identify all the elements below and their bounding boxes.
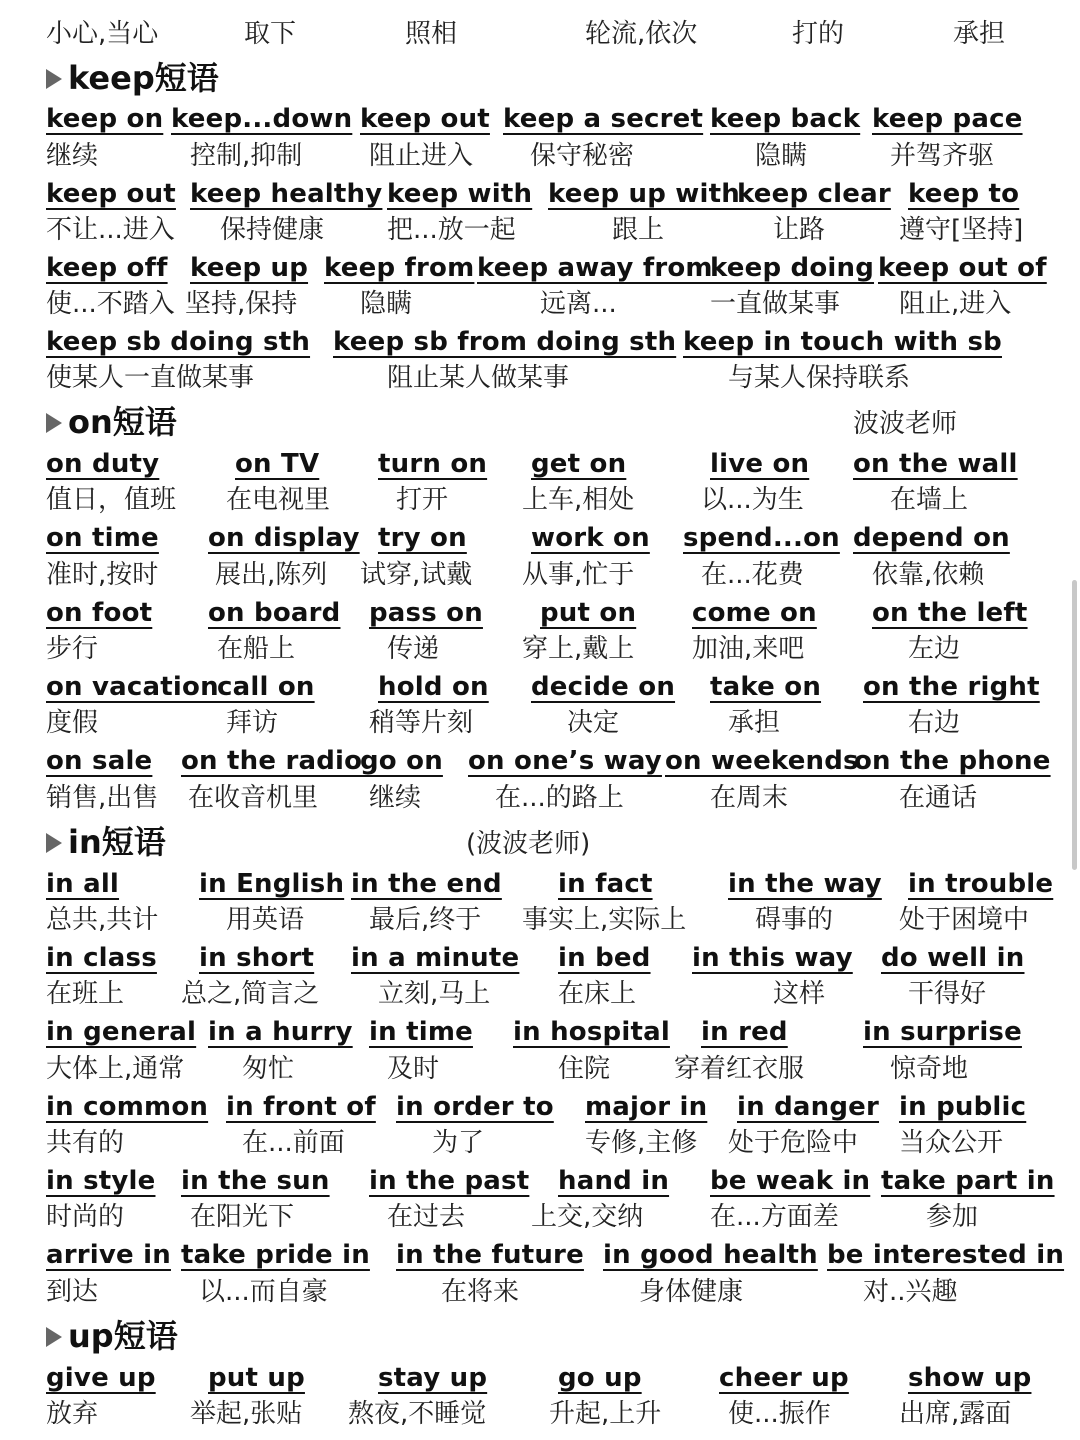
- phrase-en: keep sb from doing sth: [333, 327, 677, 357]
- meaning-row: [0, 212, 1080, 248]
- phrase-zh: 放弃: [46, 1399, 99, 1429]
- phrase-en: on the right: [863, 672, 1040, 702]
- phrase-zh: 对..兴趣: [863, 1277, 958, 1307]
- phrase-row: [0, 101, 1080, 137]
- phrase-zh: 升起,上升: [549, 1399, 662, 1429]
- phrase-en: keep doing: [710, 253, 875, 283]
- phrase-en: on display: [208, 523, 360, 553]
- phrase-en: in the future: [396, 1240, 584, 1270]
- meaning-row: [0, 902, 1080, 938]
- section-heading-text: in短语: [68, 823, 166, 861]
- section-heading-text: on短语: [68, 403, 177, 441]
- phrase-zh: 以...为生: [701, 485, 804, 515]
- phrase-en: in order to: [396, 1092, 554, 1122]
- phrase-zh: 传递: [387, 634, 440, 664]
- phrase-row: [0, 1089, 1080, 1125]
- phrase-en: on time: [46, 523, 159, 553]
- section-heading-keep: [46, 56, 219, 100]
- phrase-en: stay up: [378, 1363, 488, 1393]
- meaning-row: [0, 1125, 1080, 1161]
- phrase-en: keep out of: [878, 253, 1047, 283]
- phrase-en: spend...on: [683, 523, 840, 553]
- phrase-en: get on: [531, 449, 627, 479]
- triangle-icon: [46, 69, 62, 89]
- top-row-cell: 小心,当心: [46, 19, 159, 49]
- phrase-en: in trouble: [908, 869, 1054, 899]
- phrase-en: in time: [369, 1017, 473, 1047]
- phrase-zh: 步行: [46, 634, 99, 664]
- meaning-row: [0, 705, 1080, 741]
- phrase-row: [0, 743, 1080, 779]
- top-row-cell: 取下: [244, 19, 297, 49]
- phrase-zh: 保持健康: [220, 215, 325, 245]
- phrase-en: in front of: [226, 1092, 376, 1122]
- phrase-en: decide on: [531, 672, 676, 702]
- phrase-zh: 使...不踏入: [46, 289, 175, 319]
- phrase-row: [0, 1360, 1080, 1396]
- phrase-en: on the phone: [854, 746, 1051, 776]
- phrase-zh: 决定: [567, 708, 620, 738]
- phrase-zh: 阻止,进入: [899, 289, 1012, 319]
- phrase-en: in red: [701, 1017, 788, 1047]
- phrase-en: call on: [217, 672, 315, 702]
- phrase-zh: 阻止进入: [369, 141, 474, 171]
- phrase-zh: 与某人保持联系: [728, 363, 911, 393]
- phrase-zh: 惊奇地: [890, 1054, 969, 1084]
- phrase-en: hold on: [378, 672, 489, 702]
- phrase-en: in public: [899, 1092, 1027, 1122]
- phrase-zh: 大体上,通常: [46, 1054, 185, 1084]
- phrase-en: in surprise: [863, 1017, 1022, 1047]
- phrase-en: be weak in: [710, 1166, 871, 1196]
- phrase-zh: 到达: [46, 1277, 99, 1307]
- phrase-zh: 总之,简言之: [181, 979, 320, 1009]
- meaning-row: [0, 976, 1080, 1012]
- phrase-en: on foot: [46, 598, 153, 628]
- phrase-en: on vacation: [46, 672, 219, 702]
- phrase-en: show up: [908, 1363, 1032, 1393]
- phrase-row: [0, 940, 1080, 976]
- phrase-zh: 在船上: [217, 634, 296, 664]
- phrase-en: go up: [558, 1363, 642, 1393]
- teacher-note: (波波老师): [466, 829, 591, 859]
- phrase-zh: 干得好: [908, 979, 987, 1009]
- meaning-row: [0, 631, 1080, 667]
- phrase-en: in fact: [558, 869, 653, 899]
- top-row-cell: 照相: [405, 19, 458, 49]
- phrase-zh: 最后,终于: [369, 905, 482, 935]
- phrase-en: keep back: [710, 104, 861, 134]
- phrase-en: in style: [46, 1166, 156, 1196]
- triangle-icon: [46, 833, 62, 853]
- phrase-zh: 依靠,依赖: [872, 560, 985, 590]
- top-row-cell: 轮流,依次: [585, 19, 698, 49]
- phrase-en: in this way: [692, 943, 853, 973]
- phrase-en: in danger: [737, 1092, 880, 1122]
- phrase-zh: 使某人一直做某事: [46, 363, 255, 393]
- phrase-zh: 坚持,保持: [185, 289, 298, 319]
- phrase-zh: 在周末: [710, 783, 789, 813]
- phrase-zh: 上交,交纳: [531, 1202, 644, 1232]
- phrase-en: pass on: [369, 598, 483, 628]
- phrase-en: keep healthy: [190, 179, 383, 209]
- phrase-zh: 跟上: [612, 215, 665, 245]
- phrase-en: keep away from: [477, 253, 713, 283]
- phrase-zh: 远离...: [540, 289, 617, 319]
- top-row: [0, 16, 1080, 52]
- phrase-zh: 从事,忙于: [522, 560, 635, 590]
- phrase-row: [0, 176, 1080, 212]
- phrase-zh: 左边: [908, 634, 961, 664]
- phrase-zh: 稍等片刻: [369, 708, 474, 738]
- phrase-zh: 事实上,实际上: [522, 905, 687, 935]
- phrase-en: keep on: [46, 104, 164, 134]
- phrase-en: go on: [360, 746, 443, 776]
- top-row-cell: 打的: [792, 19, 845, 49]
- phrase-en: take on: [710, 672, 822, 702]
- phrase-en: on the radio: [181, 746, 363, 776]
- phrase-en: do well in: [881, 943, 1025, 973]
- phrase-zh: 值日，值班: [46, 485, 177, 515]
- phrase-en: in the way: [728, 869, 882, 899]
- phrase-en: cheer up: [719, 1363, 849, 1393]
- phrase-zh: 穿上,戴上: [522, 634, 635, 664]
- phrase-zh: 共有的: [46, 1128, 125, 1158]
- phrase-en: come on: [692, 598, 817, 628]
- phrase-zh: 使...振作: [728, 1399, 831, 1429]
- phrase-zh: 在...的路上: [495, 783, 624, 813]
- phrase-zh: 举起,张贴: [190, 1399, 303, 1429]
- phrase-en: keep in touch with sb: [683, 327, 1002, 357]
- phrase-en: keep out: [46, 179, 176, 209]
- phrase-zh: 身体健康: [639, 1277, 744, 1307]
- phrase-zh: 在将来: [441, 1277, 520, 1307]
- phrase-zh: 在...前面: [242, 1128, 345, 1158]
- phrase-en: in hospital: [513, 1017, 670, 1047]
- top-row-cell: 承担: [953, 19, 1006, 49]
- phrase-zh: 上车,相处: [522, 485, 635, 515]
- phrase-en: take part in: [881, 1166, 1055, 1196]
- phrase-en: keep off: [46, 253, 168, 283]
- phrase-zh: 试穿,试戴: [360, 560, 473, 590]
- phrase-row: [0, 1014, 1080, 1050]
- phrase-zh: 碍事的: [755, 905, 834, 935]
- phrase-zh: 参加: [926, 1202, 979, 1232]
- phrase-en: try on: [378, 523, 467, 553]
- phrase-en: in the sun: [181, 1166, 330, 1196]
- meaning-row: [0, 1199, 1080, 1235]
- phrase-zh: 熬夜,不睡觉: [348, 1399, 487, 1429]
- phrase-zh: 在阳光下: [190, 1202, 295, 1232]
- meaning-row: [0, 1274, 1080, 1310]
- phrase-en: in all: [46, 869, 120, 899]
- phrase-en: in a hurry: [208, 1017, 353, 1047]
- phrase-en: keep clear: [737, 179, 891, 209]
- phrase-en: depend on: [853, 523, 1010, 553]
- phrase-en: put up: [208, 1363, 305, 1393]
- phrase-row: [0, 324, 1080, 360]
- phrase-en: take pride in: [181, 1240, 370, 1270]
- phrase-zh: 展出,陈列: [215, 560, 328, 590]
- phrase-row: [0, 669, 1080, 705]
- phrase-zh: 遵守[坚持]: [899, 215, 1024, 245]
- phrase-zh: 继续: [369, 783, 422, 813]
- phrase-en: in class: [46, 943, 157, 973]
- phrase-en: in the end: [351, 869, 502, 899]
- phrase-en: keep...down: [171, 104, 353, 134]
- phrase-en: keep to: [908, 179, 1020, 209]
- phrase-zh: 不让...进入: [46, 215, 175, 245]
- phrase-zh: 保守秘密: [530, 141, 635, 171]
- phrase-en: on TV: [235, 449, 320, 479]
- phrase-zh: 承担: [728, 708, 781, 738]
- phrase-en: live on: [710, 449, 810, 479]
- phrase-zh: 在墙上: [890, 485, 969, 515]
- phrase-zh: 为了: [432, 1128, 485, 1158]
- phrase-en: in English: [199, 869, 345, 899]
- phrase-en: in short: [199, 943, 315, 973]
- meaning-row: [0, 360, 1080, 396]
- phrase-zh: 及时: [387, 1054, 440, 1084]
- phrase-zh: 让路: [773, 215, 826, 245]
- phrase-zh: 把...放一起: [387, 215, 516, 245]
- phrase-zh: 在...方面差: [710, 1202, 839, 1232]
- phrase-en: on the wall: [853, 449, 1018, 479]
- phrase-en: in general: [46, 1017, 197, 1047]
- phrase-en: work on: [531, 523, 650, 553]
- scrollbar[interactable]: [1072, 580, 1077, 870]
- phrase-en: on weekends: [665, 746, 859, 776]
- phrase-zh: 处于危险中: [728, 1128, 859, 1158]
- phrase-zh: 度假: [46, 708, 99, 738]
- phrase-en: arrive in: [46, 1240, 171, 1270]
- phrase-zh: 在床上: [558, 979, 637, 1009]
- phrase-zh: 立刻,马上: [378, 979, 491, 1009]
- meaning-row: [0, 1396, 1080, 1432]
- phrase-row: [0, 446, 1080, 482]
- phrase-zh: 当众公开: [899, 1128, 1004, 1158]
- phrase-zh: 并驾齐驱: [890, 141, 995, 171]
- meaning-row: [0, 557, 1080, 593]
- phrase-zh: 阻止某人做某事: [387, 363, 570, 393]
- phrase-zh: 在过去: [387, 1202, 466, 1232]
- phrase-zh: 在...花费: [701, 560, 804, 590]
- phrase-zh: 以...而自豪: [199, 1277, 328, 1307]
- phrase-en: keep a secret: [503, 104, 704, 134]
- phrase-en: give up: [46, 1363, 156, 1393]
- phrase-en: keep pace: [872, 104, 1023, 134]
- phrase-en: in common: [46, 1092, 209, 1122]
- phrase-en: be interested in: [827, 1240, 1065, 1270]
- phrase-zh: 隐瞒: [360, 289, 413, 319]
- phrase-zh: 穿着红衣服: [674, 1054, 805, 1084]
- meaning-row: [0, 780, 1080, 816]
- phrase-en: keep up: [190, 253, 309, 283]
- phrase-en: keep sb doing sth: [46, 327, 311, 357]
- phrase-zh: 在通话: [899, 783, 978, 813]
- phrase-en: keep out: [360, 104, 490, 134]
- section-heading-text: up短语: [68, 1317, 178, 1355]
- phrase-en: in good health: [603, 1240, 818, 1270]
- phrase-zh: 销售,出售: [46, 783, 159, 813]
- phrase-zh: 专修,主修: [585, 1128, 698, 1158]
- phrase-zh: 匆忙: [242, 1054, 295, 1084]
- section-heading-on: [46, 400, 177, 444]
- phrase-en: hand in: [558, 1166, 670, 1196]
- meaning-row: [0, 138, 1080, 174]
- phrase-zh: 住院: [558, 1054, 611, 1084]
- phrase-row: [0, 520, 1080, 556]
- phrase-zh: 出席,露面: [899, 1399, 1012, 1429]
- phrase-row: [0, 866, 1080, 902]
- phrase-en: keep with: [387, 179, 533, 209]
- phrase-en: in bed: [558, 943, 651, 973]
- meaning-row: [0, 482, 1080, 518]
- phrase-en: keep up with: [548, 179, 740, 209]
- phrase-zh: 处于困境中: [899, 905, 1030, 935]
- phrase-zh: 准时,按时: [46, 560, 159, 590]
- phrase-en: in a minute: [351, 943, 520, 973]
- phrase-zh: 在收音机里: [188, 783, 319, 813]
- phrase-en: on one’s way: [468, 746, 662, 776]
- phrase-zh: 加油,来吧: [692, 634, 805, 664]
- phrase-en: in the past: [369, 1166, 530, 1196]
- phrase-zh: 在电视里: [226, 485, 331, 515]
- phrase-en: keep from: [324, 253, 475, 283]
- phrase-zh: 用英语: [226, 905, 305, 935]
- section-heading-up: [46, 1314, 178, 1358]
- phrase-zh: 右边: [908, 708, 961, 738]
- phrase-zh: 在班上: [46, 979, 125, 1009]
- phrase-zh: 隐瞒: [755, 141, 808, 171]
- phrase-en: major in: [585, 1092, 708, 1122]
- phrase-zh: 拜访: [226, 708, 279, 738]
- meaning-row: [0, 286, 1080, 322]
- triangle-icon: [46, 413, 62, 433]
- phrase-zh: 打开: [396, 485, 449, 515]
- phrase-zh: 控制,抑制: [190, 141, 303, 171]
- section-heading-in: [46, 820, 166, 864]
- meaning-row: [0, 1051, 1080, 1087]
- phrase-en: turn on: [378, 449, 488, 479]
- phrase-row: [0, 595, 1080, 631]
- phrase-en: on board: [208, 598, 341, 628]
- phrase-zh: 时尚的: [46, 1202, 125, 1232]
- phrase-zh: 总共,共计: [46, 905, 159, 935]
- triangle-icon: [46, 1327, 62, 1347]
- phrase-row: [0, 250, 1080, 286]
- phrase-row: [0, 1163, 1080, 1199]
- phrase-row: [0, 1237, 1080, 1273]
- teacher-note: 波波老师: [853, 409, 958, 439]
- phrase-zh: 继续: [46, 141, 99, 171]
- phrase-zh: 一直做某事: [710, 289, 841, 319]
- phrase-zh: 这样: [773, 979, 826, 1009]
- phrase-en: on the left: [872, 598, 1028, 628]
- phrase-en: on duty: [46, 449, 160, 479]
- section-heading-text: keep短语: [68, 59, 219, 97]
- phrase-en: put on: [540, 598, 637, 628]
- phrase-en: on sale: [46, 746, 153, 776]
